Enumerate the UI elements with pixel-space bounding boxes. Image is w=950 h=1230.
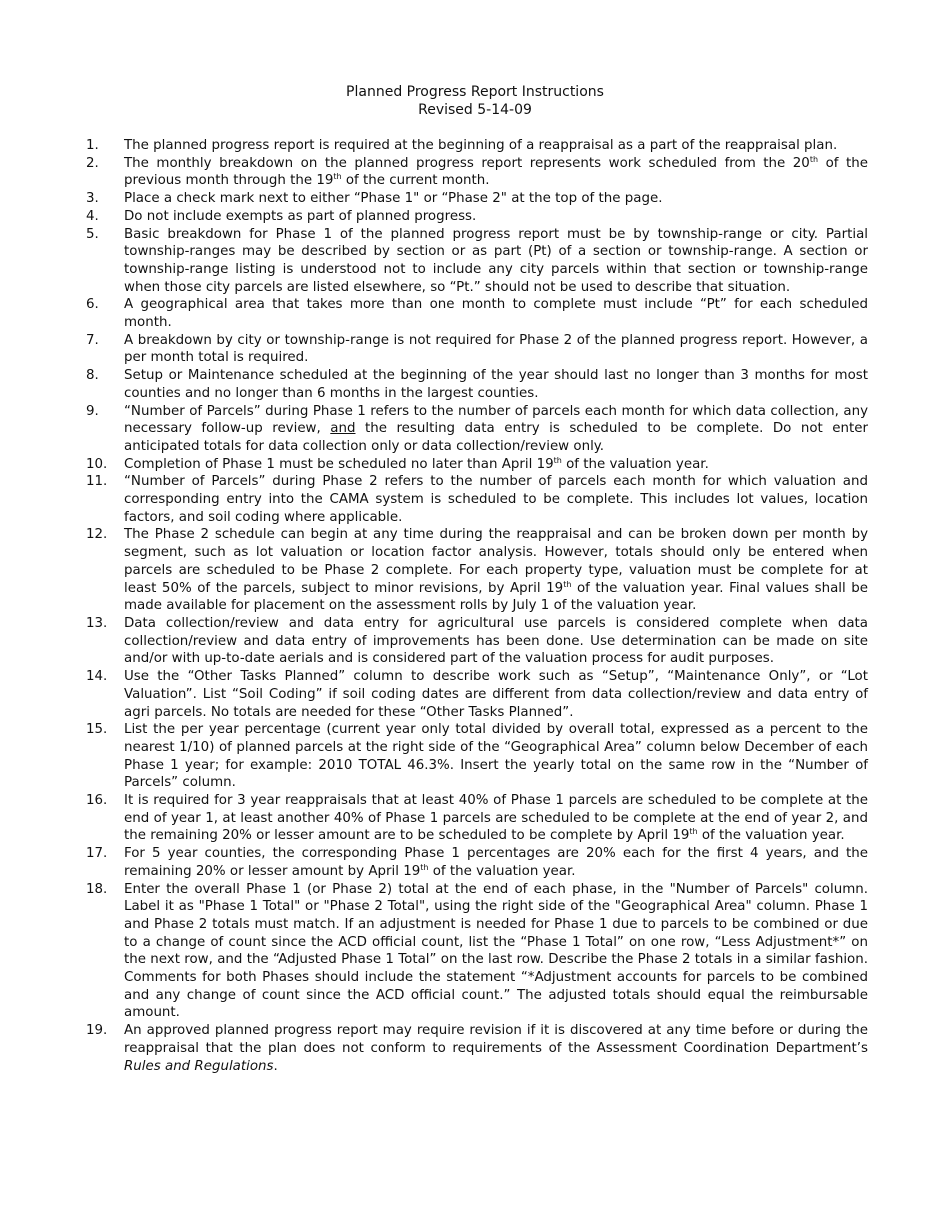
title-block [0, 83, 950, 119]
instruction-number: 10. [86, 456, 108, 472]
instruction-text: “Number of Parcels” during Phase 2 refers to the number of parcels each month for which valuation and corresponding entry into the CAMA system is scheduled to be complete. This includes lot values, location factors, and soil coding where applicable. [124, 474, 868, 525]
instruction-number: 2. [86, 155, 99, 171]
instruction-number: 1. [86, 138, 99, 153]
instruction-item [60, 403, 868, 456]
instruction-item [60, 155, 868, 190]
instruction-text: Enter the overall Phase 1 (or Phase 2) total at the end of each phase, in the "Number of Parcels" column. Label it as "Phase 1 Total" or "Phase 2 Total", using the right side of the "Geographical Area" column. Phase 1 and Phase 2 totals must match. If an adjustment is needed for Phase 1 due to parcels to be combined or due to a change of count since the ACD official count, list the “Phase 1 Total” on one row, “Less Adjustment*” on the next row, and the “Adjusted Phase 1 Total” on the last row. Describe the Phase 2 totals in a similar fashion. Comments for both Phases should include the statement “*Adjustment accounts for parcels to be combined and any change of count since the ACD official count.” The adjusted totals should equal the reimbursable amount. [124, 881, 868, 1021]
instruction-text: Do not include exempts as part of planned progress. [124, 208, 477, 224]
instruction-item [60, 296, 868, 331]
instruction-text: An approved planned progress report may require revision if it is discovered at any time before or during the reappraisal that the plan does not conform to requirements of the Assessment Coordination Department’s Rules and Regulations. [124, 1023, 868, 1074]
instruction-text: List the per year percentage (current year only total divided by overall total, expressed as a percent to the nearest 1/10) of planned parcels at the right side of the “Geographical Area” column below December of each Phase 1 year; for example: 2010 TOTAL 46.3%. Insert the yearly total on the same row in the “Number of Parcels” column. [124, 722, 868, 791]
instruction-number: 16. [86, 793, 108, 809]
instruction-number: 11. [86, 474, 108, 490]
instruction-number: 18. [86, 881, 108, 897]
instruction-item [60, 456, 868, 474]
instruction-number: 17. [86, 846, 108, 862]
instruction-text: Setup or Maintenance scheduled at the beginning of the year should last no longer than 3 months for most counties and no longer than 6 months in the largest counties. [124, 368, 868, 401]
instruction-text: The monthly breakdown on the planned progress report represents work scheduled from the 20th of the previous month through the 19th of the current month. [124, 154, 868, 189]
instruction-text: A breakdown by city or township-range is not required for Phase 2 of the planned progress report. However, a per month total is required. [124, 332, 868, 366]
instruction-item [60, 721, 868, 792]
instruction-item [60, 881, 868, 1023]
instruction-item [60, 845, 868, 880]
instruction-number: 7. [86, 332, 99, 348]
instruction-text: The Phase 2 schedule can begin at any time during the reappraisal and can be broken down per month by segment, such as lot valuation or location factor analysis. However, totals should only be entered when parcels are scheduled to be Phase 2 complete. For each property type, valuation must be complete for at least 50% of the parcels, subject to minor revisions, by April 19th of the valuation year. Final values shall be made available for placement on the assessment rolls by July 1 of the valuation year. [124, 527, 868, 614]
instruction-text: For 5 year counties, the corresponding Phase 1 percentages are 20% each for the first 4 years, and the remaining 20% or lesser amount by April 19th of the valuation year. [124, 846, 868, 879]
instruction-text: Use the “Other Tasks Planned” column to describe work such as “Setup”, “Maintenance Only”, or “Lot Valuation”. List “Soil Coding” if soil coding dates are different from data collection/review and data entry of agri parcels. No totals are needed for these “Other Tasks Planned”. [124, 669, 868, 720]
instructions-list [60, 137, 868, 1075]
instruction-item [60, 208, 868, 226]
instruction-number: 19. [86, 1023, 108, 1039]
instruction-number: 5. [86, 226, 99, 242]
instruction-number: 6. [86, 297, 99, 313]
instruction-text: Place a check mark next to either “Phase 1" or “Phase 2" at the top of the page. [124, 191, 663, 207]
instruction-item [60, 190, 868, 208]
instruction-item [60, 668, 868, 721]
revision-date: Revised 5-14-09 [418, 102, 532, 118]
instruction-text: Basic breakdown for Phase 1 of the planned progress report must be by township-range or city. Partial township-ranges may be described by section or as part (Pt) of a section or township-range. A section or township-range listing is understood not to include any city parcels within that section or township-range when those city parcels are listed elsewhere, so “Pt.” should not be used to describe that situation. [124, 226, 868, 295]
instruction-number: 8. [86, 368, 99, 384]
instruction-item [60, 1022, 868, 1075]
instruction-text: Completion of Phase 1 must be scheduled no later than April 19th of the valuation year. [124, 455, 709, 472]
instruction-item [60, 226, 868, 297]
instruction-number: 15. [86, 722, 108, 738]
instruction-number: 13. [86, 615, 108, 631]
instruction-item [60, 473, 868, 526]
instruction-item [60, 137, 868, 155]
instruction-number: 14. [86, 669, 108, 685]
instruction-item [60, 367, 868, 402]
instruction-number: 4. [86, 208, 99, 224]
instruction-number: 3. [86, 191, 99, 207]
page-title: Planned Progress Report Instructions [346, 84, 604, 100]
instruction-item [60, 332, 868, 367]
instruction-text: “Number of Parcels” during Phase 1 refers to the number of parcels each month for which data collection, any necessary follow-up review, and the resulting data entry is scheduled to be complete. Do not enter anticipated totals for data collection only or data collection/review only. [124, 403, 868, 454]
instruction-text: The planned progress report is required at the beginning of a reappraisal as a part of the reappraisal plan. [124, 138, 838, 153]
instruction-item [60, 526, 868, 615]
instruction-text: Data collection/review and data entry for agricultural use parcels is considered complete when data collection/review and data entry of improvements has been done. Use determination can be made on site and/or with up-to-date aerials and is considered part of the valuation process for audit purposes. [124, 615, 868, 667]
instruction-item [60, 615, 868, 668]
instruction-number: 9. [86, 403, 99, 419]
instruction-text: It is required for 3 year reappraisals that at least 40% of Phase 1 parcels are scheduled to be complete at the end of year 1, at least another 40% of Phase 1 parcels are scheduled to be complete at the end of year 2, and the remaining 20% or lesser amount are to be scheduled to be complete by April 19th of the valuation year. [124, 793, 868, 844]
instruction-number: 12. [86, 527, 108, 543]
instruction-item [60, 792, 868, 845]
instruction-text: A geographical area that takes more than one month to complete must include “Pt” for each scheduled month. [124, 297, 868, 331]
